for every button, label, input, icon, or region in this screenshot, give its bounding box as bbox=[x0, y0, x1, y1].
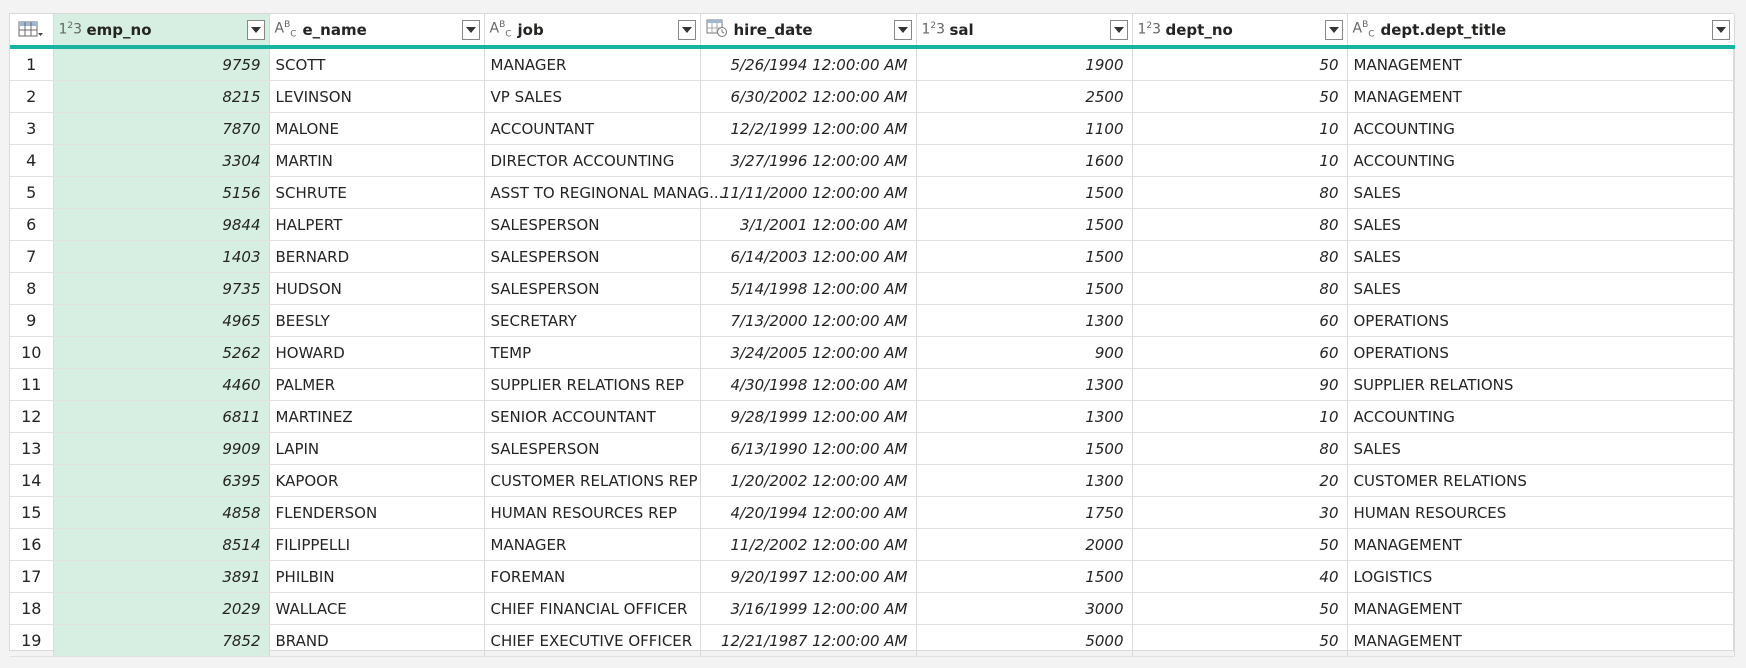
cell-hire-date[interactable]: 11/11/2000 12:00:00 AM bbox=[700, 177, 916, 209]
filter-dropdown-button[interactable] bbox=[462, 20, 480, 40]
cell-dept-no[interactable]: 30 bbox=[1132, 497, 1347, 529]
cell-job[interactable]: CHIEF EXECUTIVE OFFICER bbox=[484, 625, 700, 657]
cell-emp-no[interactable]: 3304 bbox=[53, 145, 269, 177]
cell-sal[interactable]: 1750 bbox=[916, 497, 1132, 529]
chevron-down-icon bbox=[1114, 27, 1124, 33]
chevron-down-icon bbox=[466, 27, 476, 33]
cell-job[interactable]: VP SALES bbox=[484, 81, 700, 113]
cell-emp-no[interactable]: 9735 bbox=[53, 273, 269, 305]
cell-sal[interactable]: 1500 bbox=[916, 561, 1132, 593]
cell-sal[interactable]: 1600 bbox=[916, 145, 1132, 177]
cell-e-name[interactable]: HALPERT bbox=[269, 209, 484, 241]
cell-hire-date[interactable]: 4/20/1994 12:00:00 AM bbox=[700, 497, 916, 529]
table-row[interactable] bbox=[10, 305, 1734, 337]
cell-dept-dept-title[interactable]: OPERATIONS bbox=[1347, 337, 1734, 369]
cell-e-name[interactable]: HUDSON bbox=[269, 273, 484, 305]
filter-dropdown-button[interactable] bbox=[1110, 20, 1128, 40]
cell-sal[interactable]: 3000 bbox=[916, 593, 1132, 625]
cell-sal[interactable]: 1500 bbox=[916, 273, 1132, 305]
cell-dept-dept-title[interactable]: MANAGEMENT bbox=[1347, 625, 1734, 657]
table-row[interactable] bbox=[10, 81, 1734, 113]
cell-emp-no[interactable]: 5262 bbox=[53, 337, 269, 369]
cell-hire-date[interactable]: 6/14/2003 12:00:00 AM bbox=[700, 241, 916, 273]
cell-sal[interactable]: 1500 bbox=[916, 177, 1132, 209]
cell-dept-dept-title[interactable]: ACCOUNTING bbox=[1347, 401, 1734, 433]
cell-emp-no[interactable]: 9759 bbox=[53, 47, 269, 81]
column-header-dept-dept-title[interactable] bbox=[1347, 14, 1734, 47]
cell-dept-dept-title[interactable]: HUMAN RESOURCES bbox=[1347, 497, 1734, 529]
date-type-icon[interactable] bbox=[706, 18, 734, 42]
table-body bbox=[10, 47, 1734, 657]
column-header-sal[interactable] bbox=[916, 14, 1132, 47]
row-number[interactable]: 14 bbox=[10, 465, 53, 497]
cell-hire-date[interactable]: 1/20/2002 12:00:00 AM bbox=[700, 465, 916, 497]
row-number[interactable]: 13 bbox=[10, 433, 53, 465]
cell-job[interactable]: SALESPERSON bbox=[484, 241, 700, 273]
table-row[interactable] bbox=[10, 465, 1734, 497]
cell-hire-date[interactable]: 3/27/1996 12:00:00 AM bbox=[700, 145, 916, 177]
row-number[interactable]: 7 bbox=[10, 241, 53, 273]
column-header-label: hire_date bbox=[733, 20, 813, 39]
row-number[interactable]: 18 bbox=[10, 593, 53, 625]
row-number[interactable]: 19 bbox=[10, 625, 53, 657]
cell-hire-date[interactable]: 7/13/2000 12:00:00 AM bbox=[700, 305, 916, 337]
cell-dept-no[interactable]: 10 bbox=[1132, 113, 1347, 145]
number-type-icon[interactable]: $1^23$ bbox=[58, 21, 83, 38]
cell-emp-no[interactable]: 9909 bbox=[53, 433, 269, 465]
cell-e-name[interactable]: LAPIN bbox=[269, 433, 484, 465]
filter-dropdown-button[interactable] bbox=[678, 20, 696, 40]
cell-e-name[interactable]: MALONE bbox=[269, 113, 484, 145]
table-row[interactable] bbox=[10, 177, 1734, 209]
chevron-down-icon bbox=[1716, 27, 1726, 33]
cell-hire-date[interactable]: 5/14/1998 12:00:00 AM bbox=[700, 273, 916, 305]
cell-dept-dept-title[interactable]: MANAGEMENT bbox=[1347, 47, 1734, 81]
chevron-down-icon bbox=[1329, 27, 1339, 33]
cell-sal[interactable]: 1500 bbox=[916, 241, 1132, 273]
cell-dept-dept-title[interactable]: SALES bbox=[1347, 433, 1734, 465]
cell-hire-date[interactable]: 9/28/1999 12:00:00 AM bbox=[700, 401, 916, 433]
cell-hire-date[interactable]: 3/24/2005 12:00:00 AM bbox=[700, 337, 916, 369]
row-number[interactable]: 9 bbox=[10, 305, 53, 337]
cell-hire-date[interactable]: 12/21/1987 12:00:00 AM bbox=[700, 625, 916, 657]
table-icon[interactable] bbox=[18, 21, 44, 39]
table-row[interactable] bbox=[10, 113, 1734, 145]
cell-e-name[interactable]: FLENDERSON bbox=[269, 497, 484, 529]
row-number[interactable]: 17 bbox=[10, 561, 53, 593]
cell-emp-no[interactable]: 7852 bbox=[53, 625, 269, 657]
column-header-label: dept_no bbox=[1165, 20, 1233, 39]
cell-dept-dept-title[interactable]: ACCOUNTING bbox=[1347, 145, 1734, 177]
column-header-hire-date[interactable] bbox=[700, 14, 916, 47]
cell-emp-no[interactable]: 2029 bbox=[53, 593, 269, 625]
cell-sal[interactable]: 1300 bbox=[916, 305, 1132, 337]
cell-job[interactable]: ACCOUNTANT bbox=[484, 113, 700, 145]
row-number[interactable]: 16 bbox=[10, 529, 53, 561]
cell-e-name[interactable]: MARTINEZ bbox=[269, 401, 484, 433]
cell-sal[interactable]: 1500 bbox=[916, 209, 1132, 241]
table-row[interactable] bbox=[10, 337, 1734, 369]
table-row[interactable] bbox=[10, 593, 1734, 625]
cell-dept-dept-title[interactable]: CUSTOMER RELATIONS bbox=[1347, 465, 1734, 497]
cell-e-name[interactable]: SCOTT bbox=[269, 47, 484, 81]
cell-dept-dept-title[interactable]: MANAGEMENT bbox=[1347, 81, 1734, 113]
cell-job[interactable]: SALESPERSON bbox=[484, 273, 700, 305]
cell-sal[interactable]: 1500 bbox=[916, 433, 1132, 465]
cell-job[interactable]: SALESPERSON bbox=[484, 433, 700, 465]
cell-sal[interactable]: 1900 bbox=[916, 47, 1132, 81]
row-number[interactable]: 15 bbox=[10, 497, 53, 529]
cell-emp-no[interactable]: 8215 bbox=[53, 81, 269, 113]
text-type-icon[interactable]: $A^B_C$ bbox=[274, 19, 297, 40]
cell-job[interactable]: SALESPERSON bbox=[484, 209, 700, 241]
cell-e-name[interactable]: WALLACE bbox=[269, 593, 484, 625]
column-header-e-name[interactable] bbox=[269, 14, 484, 47]
row-number[interactable]: 1 bbox=[10, 47, 53, 81]
cell-dept-no[interactable]: 50 bbox=[1132, 47, 1347, 81]
cell-emp-no[interactable]: 6811 bbox=[53, 401, 269, 433]
cell-job[interactable]: FOREMAN bbox=[484, 561, 700, 593]
cell-e-name[interactable]: FILIPPELLI bbox=[269, 529, 484, 561]
cell-dept-dept-title[interactable]: SALES bbox=[1347, 177, 1734, 209]
cell-dept-no[interactable]: 80 bbox=[1132, 241, 1347, 273]
chevron-down-icon bbox=[251, 27, 261, 33]
cell-job[interactable]: MANAGER bbox=[484, 47, 700, 81]
cell-e-name[interactable]: KAPOOR bbox=[269, 465, 484, 497]
column-header-emp-no[interactable] bbox=[53, 14, 269, 47]
table-row[interactable] bbox=[10, 401, 1734, 433]
cell-dept-no[interactable]: 60 bbox=[1132, 305, 1347, 337]
column-header-job[interactable] bbox=[484, 14, 700, 47]
cell-dept-no[interactable]: 80 bbox=[1132, 273, 1347, 305]
cell-sal[interactable]: 1300 bbox=[916, 369, 1132, 401]
table-menu-corner[interactable] bbox=[10, 14, 53, 47]
cell-e-name[interactable]: SCHRUTE bbox=[269, 177, 484, 209]
cell-dept-no[interactable]: 80 bbox=[1132, 433, 1347, 465]
cell-job[interactable]: HUMAN RESOURCES REP bbox=[484, 497, 700, 529]
row-number[interactable]: 8 bbox=[10, 273, 53, 305]
cell-hire-date[interactable]: 4/30/1998 12:00:00 AM bbox=[700, 369, 916, 401]
row-number[interactable]: 6 bbox=[10, 209, 53, 241]
cell-sal[interactable]: 5000 bbox=[916, 625, 1132, 657]
cell-hire-date[interactable]: 6/13/1990 12:00:00 AM bbox=[700, 433, 916, 465]
cell-e-name[interactable]: MARTIN bbox=[269, 145, 484, 177]
cell-dept-no[interactable]: 10 bbox=[1132, 145, 1347, 177]
row-number[interactable]: 4 bbox=[10, 145, 53, 177]
cell-emp-no[interactable]: 7870 bbox=[53, 113, 269, 145]
cell-dept-no[interactable]: 80 bbox=[1132, 209, 1347, 241]
cell-emp-no[interactable]: 9844 bbox=[53, 209, 269, 241]
cell-dept-dept-title[interactable]: OPERATIONS bbox=[1347, 305, 1734, 337]
cell-sal[interactable]: 1300 bbox=[916, 465, 1132, 497]
data-grid bbox=[9, 13, 1734, 651]
cell-dept-dept-title[interactable]: SALES bbox=[1347, 273, 1734, 305]
column-header-label: sal bbox=[949, 20, 974, 39]
cell-dept-no[interactable]: 20 bbox=[1132, 465, 1347, 497]
cell-dept-no[interactable]: 90 bbox=[1132, 369, 1347, 401]
table-row[interactable] bbox=[10, 273, 1734, 305]
cell-e-name[interactable]: BRAND bbox=[269, 625, 484, 657]
chevron-down-icon bbox=[682, 27, 692, 33]
table-row[interactable] bbox=[10, 145, 1734, 177]
cell-sal[interactable]: 1100 bbox=[916, 113, 1132, 145]
cell-hire-date[interactable]: 3/16/1999 12:00:00 AM bbox=[700, 593, 916, 625]
cell-sal[interactable]: 2000 bbox=[916, 529, 1132, 561]
column-header-label: emp_no bbox=[86, 20, 152, 39]
cell-hire-date[interactable]: 5/26/1994 12:00:00 AM bbox=[700, 47, 916, 81]
cell-hire-date[interactable]: 6/30/2002 12:00:00 AM bbox=[700, 81, 916, 113]
cell-emp-no[interactable]: 1403 bbox=[53, 241, 269, 273]
cell-dept-no[interactable]: 80 bbox=[1132, 177, 1347, 209]
cell-hire-date[interactable]: 12/2/1999 12:00:00 AM bbox=[700, 113, 916, 145]
cell-emp-no[interactable]: 5156 bbox=[53, 177, 269, 209]
cell-dept-no[interactable]: 10 bbox=[1132, 401, 1347, 433]
table-row[interactable] bbox=[10, 433, 1734, 465]
table-row[interactable] bbox=[10, 369, 1734, 401]
cell-e-name[interactable]: PALMER bbox=[269, 369, 484, 401]
row-number[interactable]: 2 bbox=[10, 81, 53, 113]
cell-hire-date[interactable]: 11/2/2002 12:00:00 AM bbox=[700, 529, 916, 561]
cell-emp-no[interactable]: 6395 bbox=[53, 465, 269, 497]
cell-dept-no[interactable]: 60 bbox=[1132, 337, 1347, 369]
column-header-label: job bbox=[517, 20, 544, 39]
cell-job[interactable]: CHIEF FINANCIAL OFFICER bbox=[484, 593, 700, 625]
cell-hire-date[interactable]: 3/1/2001 12:00:00 AM bbox=[700, 209, 916, 241]
cell-dept-no[interactable]: 50 bbox=[1132, 529, 1347, 561]
filter-dropdown-button[interactable] bbox=[894, 20, 912, 40]
cell-dept-dept-title[interactable]: LOGISTICS bbox=[1347, 561, 1734, 593]
cell-e-name[interactable]: PHILBIN bbox=[269, 561, 484, 593]
cell-e-name[interactable]: BEESLY bbox=[269, 305, 484, 337]
number-type-icon[interactable]: $1^23$ bbox=[1137, 21, 1162, 38]
table-row[interactable] bbox=[10, 497, 1734, 529]
column-header-label: e_name bbox=[302, 20, 367, 39]
cell-emp-no[interactable]: 4965 bbox=[53, 305, 269, 337]
table-row[interactable] bbox=[10, 241, 1734, 273]
cell-e-name[interactable]: LEVINSON bbox=[269, 81, 484, 113]
table-row[interactable] bbox=[10, 209, 1734, 241]
column-header-dept-no[interactable] bbox=[1132, 14, 1347, 47]
cell-dept-dept-title[interactable]: MANAGEMENT bbox=[1347, 593, 1734, 625]
cell-hire-date[interactable]: 9/20/1997 12:00:00 AM bbox=[700, 561, 916, 593]
cell-sal[interactable]: 2500 bbox=[916, 81, 1132, 113]
row-number[interactable]: 10 bbox=[10, 337, 53, 369]
cell-emp-no[interactable]: 4460 bbox=[53, 369, 269, 401]
text-type-icon[interactable]: $A^B_C$ bbox=[489, 19, 512, 40]
number-type-icon[interactable]: $1^23$ bbox=[921, 21, 946, 38]
cell-dept-no[interactable]: 50 bbox=[1132, 625, 1347, 657]
filter-dropdown-button[interactable] bbox=[1325, 20, 1343, 40]
cell-dept-dept-title[interactable]: SALES bbox=[1347, 241, 1734, 273]
cell-job[interactable]: DIRECTOR ACCOUNTING bbox=[484, 145, 700, 177]
row-number[interactable]: 5 bbox=[10, 177, 53, 209]
cell-job[interactable]: ASST TO REGINONAL MANAG... bbox=[484, 177, 700, 209]
table-row[interactable] bbox=[10, 529, 1734, 561]
filter-dropdown-button[interactable] bbox=[1712, 20, 1730, 40]
cell-dept-dept-title[interactable]: ACCOUNTING bbox=[1347, 113, 1734, 145]
cell-job[interactable]: SECRETARY bbox=[484, 305, 700, 337]
data-table bbox=[10, 14, 1735, 657]
cell-dept-no[interactable]: 50 bbox=[1132, 81, 1347, 113]
cell-sal[interactable]: 1300 bbox=[916, 401, 1132, 433]
row-number[interactable]: 11 bbox=[10, 369, 53, 401]
header-row bbox=[10, 14, 1734, 47]
cell-emp-no[interactable]: 4858 bbox=[53, 497, 269, 529]
cell-job[interactable]: SENIOR ACCOUNTANT bbox=[484, 401, 700, 433]
cell-sal[interactable]: 900 bbox=[916, 337, 1132, 369]
cell-e-name[interactable]: HOWARD bbox=[269, 337, 484, 369]
cell-dept-no[interactable]: 40 bbox=[1132, 561, 1347, 593]
cell-job[interactable]: MANAGER bbox=[484, 529, 700, 561]
filter-dropdown-button[interactable] bbox=[247, 20, 265, 40]
text-type-icon[interactable]: $A^B_C$ bbox=[1352, 19, 1375, 40]
cell-dept-dept-title[interactable]: SUPPLIER RELATIONS bbox=[1347, 369, 1734, 401]
cell-job[interactable]: CUSTOMER RELATIONS REP bbox=[484, 465, 700, 497]
cell-dept-dept-title[interactable]: SALES bbox=[1347, 209, 1734, 241]
column-header-label: dept.dept_title bbox=[1380, 20, 1507, 39]
table-row[interactable] bbox=[10, 561, 1734, 593]
cell-emp-no[interactable]: 3891 bbox=[53, 561, 269, 593]
table-row[interactable] bbox=[10, 47, 1734, 81]
cell-emp-no[interactable]: 8514 bbox=[53, 529, 269, 561]
row-number[interactable]: 12 bbox=[10, 401, 53, 433]
row-number[interactable]: 3 bbox=[10, 113, 53, 145]
cell-job[interactable]: TEMP bbox=[484, 337, 700, 369]
cell-dept-no[interactable]: 50 bbox=[1132, 593, 1347, 625]
cell-job[interactable]: SUPPLIER RELATIONS REP bbox=[484, 369, 700, 401]
table-row[interactable] bbox=[10, 625, 1734, 657]
cell-e-name[interactable]: BERNARD bbox=[269, 241, 484, 273]
chevron-down-icon bbox=[898, 27, 908, 33]
cell-dept-dept-title[interactable]: MANAGEMENT bbox=[1347, 529, 1734, 561]
